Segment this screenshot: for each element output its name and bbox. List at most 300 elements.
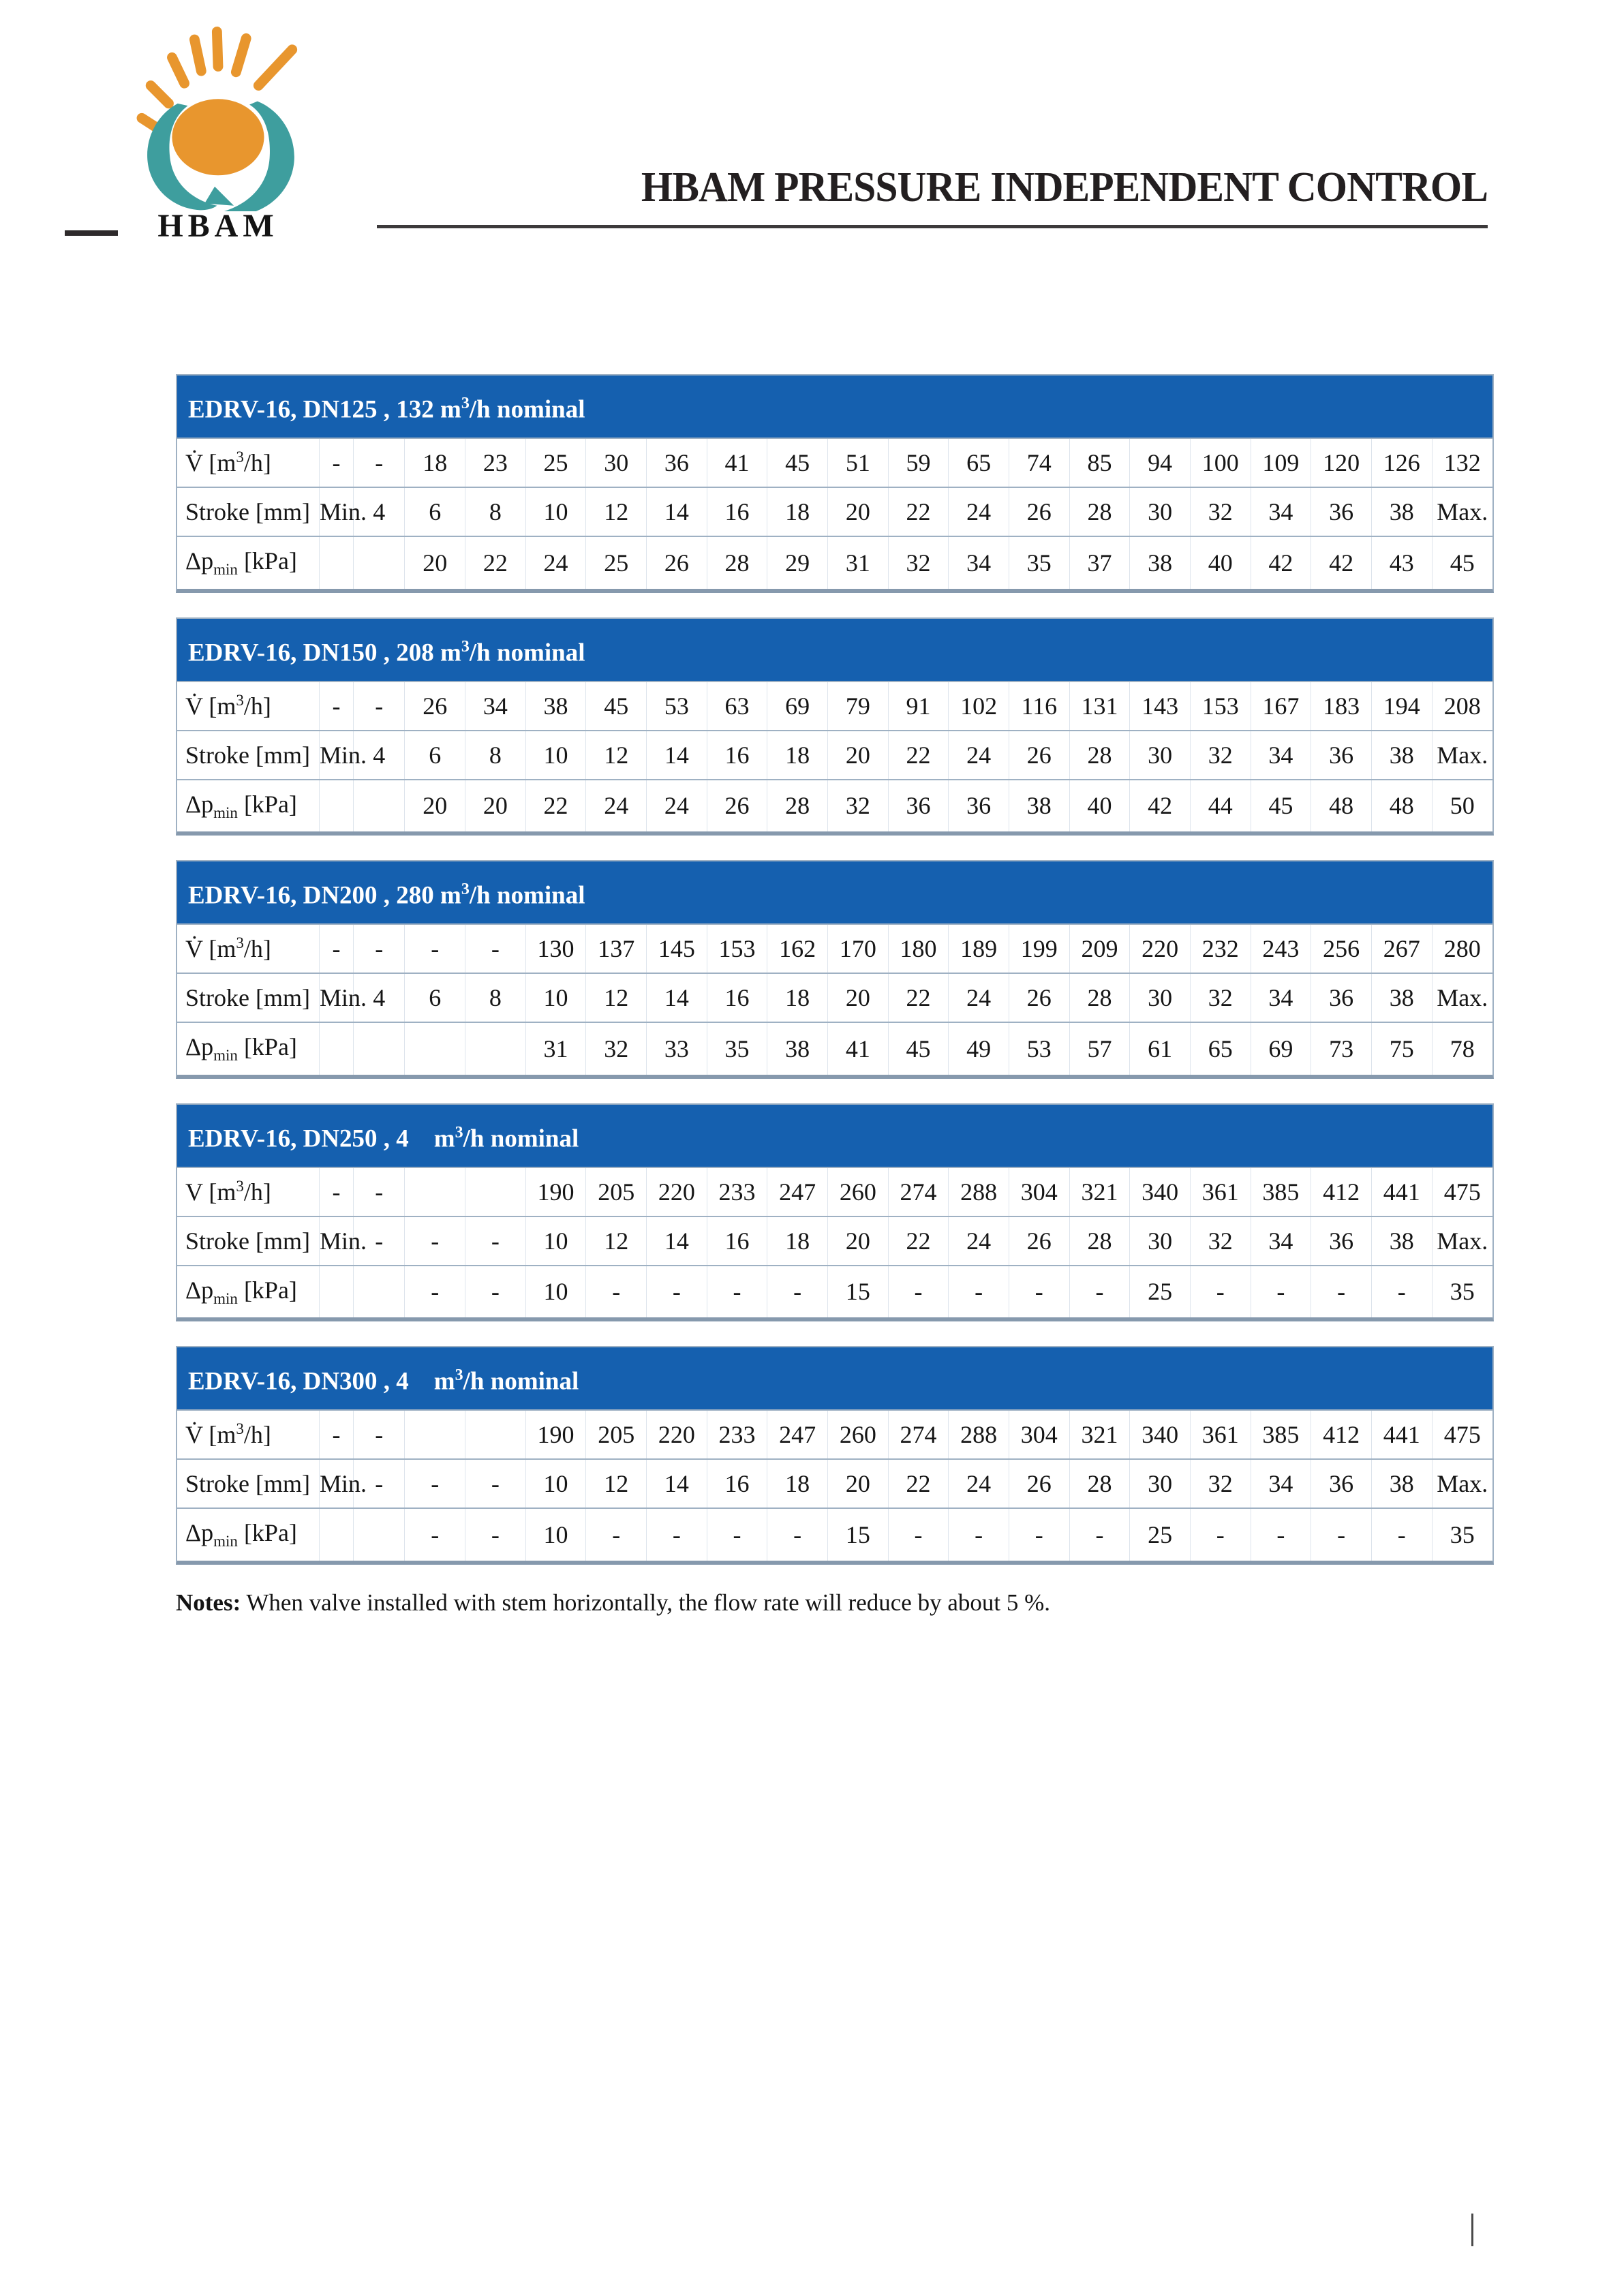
value-cell: 53 xyxy=(1009,1022,1069,1074)
value-cell: 26 xyxy=(1009,1216,1069,1266)
value-cell: 208 xyxy=(1432,682,1492,731)
value-cell: Max. xyxy=(1432,731,1492,780)
value-cell: Max. xyxy=(1432,1216,1492,1266)
value-cell: 45 xyxy=(888,1022,949,1074)
value-cell: 45 xyxy=(767,438,828,487)
spec-row-flow xyxy=(177,1167,1492,1216)
spec-tables xyxy=(176,374,1494,1617)
value-cell: 32 xyxy=(828,780,889,831)
value-cell: 10 xyxy=(525,1508,586,1560)
value-cell xyxy=(319,536,353,588)
value-cell: 321 xyxy=(1069,1167,1130,1216)
value-cell: 6 xyxy=(405,487,465,536)
value-cell: 38 xyxy=(1371,731,1432,780)
row-label-flow: V̇ $[m^3/h]$ xyxy=(177,682,319,731)
value-cell: 243 xyxy=(1251,924,1311,973)
value-cell: 180 xyxy=(888,924,949,973)
value-cell xyxy=(354,1266,405,1317)
value-cell: 61 xyxy=(1130,1022,1191,1074)
value-cell: - xyxy=(767,1508,828,1560)
spec-table-dn125 xyxy=(176,374,1494,593)
value-cell: 34 xyxy=(1251,1216,1311,1266)
value-cell: 94 xyxy=(1130,438,1191,487)
table-title: EDRV-16, DN150 , 208 $m^3/h$ nominal xyxy=(177,619,1492,681)
value-cell: 190 xyxy=(525,1410,586,1459)
value-cell: 205 xyxy=(586,1167,647,1216)
value-cell: 32 xyxy=(1190,731,1251,780)
value-cell: 16 xyxy=(707,1459,767,1508)
value-cell: 34 xyxy=(1251,487,1311,536)
value-cell: 53 xyxy=(647,682,707,731)
value-cell: 4 xyxy=(354,973,405,1022)
row-label-dp: $\Delta p_{min}$ [kPa] xyxy=(177,1508,319,1560)
value-cell: 30 xyxy=(586,438,647,487)
value-cell xyxy=(319,1266,353,1317)
value-cell: 441 xyxy=(1371,1167,1432,1216)
value-cell: 23 xyxy=(465,438,526,487)
value-cell: 260 xyxy=(828,1167,889,1216)
spec-row-stroke xyxy=(177,973,1492,1022)
value-cell: - xyxy=(586,1266,647,1317)
value-cell: 12 xyxy=(586,1216,647,1266)
value-cell: 30 xyxy=(1130,487,1191,536)
value-cell: 24 xyxy=(586,780,647,831)
value-cell: 10 xyxy=(525,973,586,1022)
value-cell: 10 xyxy=(525,1216,586,1266)
value-cell: 38 xyxy=(1371,1216,1432,1266)
value-cell: Min. xyxy=(319,1459,353,1508)
value-cell: 8 xyxy=(465,973,526,1022)
value-cell: 28 xyxy=(767,780,828,831)
value-cell: 37 xyxy=(1069,536,1130,588)
value-cell: 35 xyxy=(707,1022,767,1074)
value-cell: 4 xyxy=(354,731,405,780)
value-cell: 340 xyxy=(1130,1410,1191,1459)
value-cell xyxy=(354,1508,405,1560)
value-cell: - xyxy=(1311,1508,1372,1560)
spec-row-dp xyxy=(177,536,1492,588)
value-cell: 85 xyxy=(1069,438,1130,487)
value-cell: - xyxy=(647,1508,707,1560)
value-cell: - xyxy=(1009,1266,1069,1317)
value-cell: 183 xyxy=(1311,682,1372,731)
value-cell: 22 xyxy=(888,973,949,1022)
value-cell: - xyxy=(405,1459,465,1508)
value-cell: 35 xyxy=(1009,536,1069,588)
value-cell: 24 xyxy=(949,1459,1009,1508)
value-cell: 57 xyxy=(1069,1022,1130,1074)
value-cell: - xyxy=(354,1459,405,1508)
row-label-flow: V̇ $[m^3/h]$ xyxy=(177,438,319,487)
value-cell: - xyxy=(465,1266,526,1317)
value-cell: Min. xyxy=(319,731,353,780)
value-cell: - xyxy=(1311,1266,1372,1317)
table-title: EDRV-16, DN200 , 280 $m^3/h$ nominal xyxy=(177,861,1492,923)
title-rule-divider xyxy=(377,225,1488,228)
value-cell xyxy=(405,1410,465,1459)
value-cell: 361 xyxy=(1190,1410,1251,1459)
value-cell: 36 xyxy=(1311,973,1372,1022)
value-cell: 25 xyxy=(1130,1508,1191,1560)
value-cell xyxy=(465,1410,526,1459)
value-cell: Max. xyxy=(1432,1459,1492,1508)
value-cell: 189 xyxy=(949,924,1009,973)
value-cell: 145 xyxy=(647,924,707,973)
value-cell: 28 xyxy=(1069,1216,1130,1266)
value-cell: 24 xyxy=(949,1216,1009,1266)
value-cell: - xyxy=(405,1508,465,1560)
value-cell xyxy=(465,1167,526,1216)
left-dash-divider xyxy=(65,230,118,236)
table-grid xyxy=(177,1409,1492,1560)
value-cell: 14 xyxy=(647,973,707,1022)
value-cell xyxy=(319,780,353,831)
value-cell: 34 xyxy=(949,536,1009,588)
value-cell: 205 xyxy=(586,1410,647,1459)
value-cell: 321 xyxy=(1069,1410,1130,1459)
value-cell: - xyxy=(586,1508,647,1560)
value-cell: 45 xyxy=(586,682,647,731)
spec-row-stroke xyxy=(177,731,1492,780)
row-label-flow: V̇ $[m^3/h]$ xyxy=(177,1410,319,1459)
value-cell: 220 xyxy=(1130,924,1191,973)
value-cell: 475 xyxy=(1432,1167,1492,1216)
row-label-stroke: Stroke [mm] xyxy=(177,1459,319,1508)
value-cell: 12 xyxy=(586,731,647,780)
value-cell: - xyxy=(354,1167,405,1216)
value-cell: 24 xyxy=(647,780,707,831)
table-grid xyxy=(177,1167,1492,1317)
value-cell: 190 xyxy=(525,1167,586,1216)
value-cell: 6 xyxy=(405,973,465,1022)
footer-divider xyxy=(1471,2214,1473,2246)
spec-row-flow xyxy=(177,924,1492,973)
value-cell: - xyxy=(1069,1266,1130,1317)
value-cell: 10 xyxy=(525,731,586,780)
value-cell: 256 xyxy=(1311,924,1372,973)
value-cell: 26 xyxy=(1009,1459,1069,1508)
value-cell: 32 xyxy=(888,536,949,588)
value-cell: 20 xyxy=(828,1459,889,1508)
value-cell: 441 xyxy=(1371,1410,1432,1459)
value-cell: 50 xyxy=(1432,780,1492,831)
page-footer xyxy=(1451,2214,1491,2246)
row-label-flow: V $[m^3/h]$ xyxy=(177,1167,319,1216)
value-cell: 51 xyxy=(828,438,889,487)
value-cell: 32 xyxy=(1190,1216,1251,1266)
value-cell: 22 xyxy=(525,780,586,831)
logo-wordmark: HBAM xyxy=(157,208,279,244)
value-cell: - xyxy=(949,1508,1009,1560)
value-cell: 40 xyxy=(1190,536,1251,588)
value-cell: 26 xyxy=(647,536,707,588)
value-cell: 120 xyxy=(1311,438,1372,487)
value-cell: 20 xyxy=(828,1216,889,1266)
value-cell: 45 xyxy=(1251,780,1311,831)
value-cell: Min. xyxy=(319,1216,353,1266)
value-cell: 102 xyxy=(949,682,1009,731)
value-cell: 36 xyxy=(949,780,1009,831)
value-cell: 14 xyxy=(647,1216,707,1266)
value-cell: 26 xyxy=(707,780,767,831)
value-cell: Max. xyxy=(1432,973,1492,1022)
value-cell: 43 xyxy=(1371,536,1432,588)
value-cell: 220 xyxy=(647,1167,707,1216)
value-cell: 100 xyxy=(1190,438,1251,487)
value-cell: 304 xyxy=(1009,1167,1069,1216)
value-cell: 42 xyxy=(1130,780,1191,831)
value-cell: 280 xyxy=(1432,924,1492,973)
value-cell: 48 xyxy=(1371,780,1432,831)
value-cell: 15 xyxy=(828,1266,889,1317)
value-cell: 167 xyxy=(1251,682,1311,731)
value-cell: 22 xyxy=(465,536,526,588)
value-cell: 274 xyxy=(888,1410,949,1459)
spec-table-dn250 xyxy=(176,1103,1494,1322)
spec-table-dn150 xyxy=(176,617,1494,836)
value-cell: 274 xyxy=(888,1167,949,1216)
value-cell: - xyxy=(319,1410,353,1459)
row-label-stroke: Stroke [mm] xyxy=(177,973,319,1022)
value-cell: - xyxy=(1251,1508,1311,1560)
value-cell: 304 xyxy=(1009,1410,1069,1459)
value-cell: 20 xyxy=(828,731,889,780)
value-cell: - xyxy=(1190,1266,1251,1317)
spec-row-dp xyxy=(177,1266,1492,1317)
value-cell: - xyxy=(354,1216,405,1266)
value-cell: - xyxy=(405,1266,465,1317)
spec-table-dn300 xyxy=(176,1346,1494,1565)
spec-row-stroke xyxy=(177,1216,1492,1266)
value-cell: 63 xyxy=(707,682,767,731)
value-cell xyxy=(465,1022,526,1074)
value-cell: 18 xyxy=(767,731,828,780)
hbam-logo xyxy=(102,20,334,245)
row-label-stroke: Stroke [mm] xyxy=(177,1216,319,1266)
spec-row-dp xyxy=(177,1022,1492,1074)
spec-row-dp xyxy=(177,780,1492,831)
value-cell: 65 xyxy=(1190,1022,1251,1074)
value-cell: 385 xyxy=(1251,1410,1311,1459)
value-cell: 20 xyxy=(405,780,465,831)
value-cell: 288 xyxy=(949,1410,1009,1459)
value-cell: 24 xyxy=(949,487,1009,536)
value-cell: 32 xyxy=(1190,1459,1251,1508)
value-cell: 137 xyxy=(586,924,647,973)
value-cell: 26 xyxy=(1009,973,1069,1022)
page-title: HBAM PRESSURE INDEPENDENT CONTROL xyxy=(641,164,1488,211)
value-cell xyxy=(405,1022,465,1074)
notes-label: Notes: xyxy=(176,1589,241,1616)
value-cell: 38 xyxy=(1371,973,1432,1022)
value-cell: 8 xyxy=(465,487,526,536)
value-cell: 220 xyxy=(647,1410,707,1459)
value-cell: 34 xyxy=(1251,731,1311,780)
value-cell: 475 xyxy=(1432,1410,1492,1459)
table-title: EDRV-16, DN300 , 4 $m^3/h$ nominal xyxy=(177,1347,1492,1409)
value-cell: - xyxy=(465,1508,526,1560)
value-cell: 44 xyxy=(1190,780,1251,831)
value-cell: 116 xyxy=(1009,682,1069,731)
value-cell: 26 xyxy=(405,682,465,731)
value-cell: 8 xyxy=(465,731,526,780)
value-cell: 34 xyxy=(1251,973,1311,1022)
value-cell: 233 xyxy=(707,1410,767,1459)
value-cell: - xyxy=(888,1508,949,1560)
value-cell: 42 xyxy=(1311,536,1372,588)
value-cell: - xyxy=(405,1216,465,1266)
value-cell: 33 xyxy=(647,1022,707,1074)
value-cell: - xyxy=(319,1167,353,1216)
value-cell: 38 xyxy=(1371,487,1432,536)
value-cell: - xyxy=(707,1508,767,1560)
value-cell: 30 xyxy=(1130,1459,1191,1508)
value-cell: 38 xyxy=(525,682,586,731)
value-cell: - xyxy=(354,1410,405,1459)
value-cell: 45 xyxy=(1432,536,1492,588)
value-cell: 48 xyxy=(1311,780,1372,831)
value-cell: - xyxy=(354,924,405,973)
value-cell: 22 xyxy=(888,731,949,780)
value-cell: 69 xyxy=(1251,1022,1311,1074)
value-cell: 28 xyxy=(1069,973,1130,1022)
value-cell: 16 xyxy=(707,973,767,1022)
value-cell: 28 xyxy=(1069,487,1130,536)
value-cell: 10 xyxy=(525,1266,586,1317)
value-cell: 18 xyxy=(767,1216,828,1266)
value-cell: 16 xyxy=(707,487,767,536)
value-cell: 28 xyxy=(707,536,767,588)
value-cell: 34 xyxy=(1251,1459,1311,1508)
value-cell: 69 xyxy=(767,682,828,731)
value-cell: 26 xyxy=(1009,731,1069,780)
value-cell: 36 xyxy=(888,780,949,831)
row-label-dp: $\Delta p_{min}$ [kPa] xyxy=(177,536,319,588)
value-cell: 412 xyxy=(1311,1167,1372,1216)
value-cell: - xyxy=(319,682,353,731)
value-cell: 10 xyxy=(525,1459,586,1508)
value-cell: 74 xyxy=(1009,438,1069,487)
value-cell: Max. xyxy=(1432,487,1492,536)
value-cell: 28 xyxy=(1069,731,1130,780)
value-cell: 36 xyxy=(647,438,707,487)
value-cell: - xyxy=(1069,1508,1130,1560)
value-cell: 16 xyxy=(707,1216,767,1266)
value-cell: 247 xyxy=(767,1410,828,1459)
value-cell: 41 xyxy=(828,1022,889,1074)
value-cell: - xyxy=(888,1266,949,1317)
value-cell: 38 xyxy=(1371,1459,1432,1508)
value-cell: - xyxy=(465,924,526,973)
table-grid xyxy=(177,438,1492,588)
value-cell: 22 xyxy=(888,1459,949,1508)
value-cell: Min. xyxy=(319,973,353,1022)
value-cell: 162 xyxy=(767,924,828,973)
value-cell: 30 xyxy=(1130,731,1191,780)
value-cell: 247 xyxy=(767,1167,828,1216)
spec-row-flow xyxy=(177,1410,1492,1459)
row-label-dp: $\Delta p_{min}$ [kPa] xyxy=(177,780,319,831)
value-cell: 38 xyxy=(767,1022,828,1074)
value-cell: 35 xyxy=(1432,1266,1492,1317)
value-cell xyxy=(405,1167,465,1216)
value-cell: 12 xyxy=(586,487,647,536)
value-cell: - xyxy=(354,438,405,487)
value-cell: 36 xyxy=(1311,487,1372,536)
row-label-dp: $\Delta p_{min}$ [kPa] xyxy=(177,1266,319,1317)
value-cell xyxy=(319,1508,353,1560)
value-cell: 15 xyxy=(828,1508,889,1560)
value-cell: 6 xyxy=(405,731,465,780)
value-cell: 18 xyxy=(767,487,828,536)
value-cell: 16 xyxy=(707,731,767,780)
value-cell: 153 xyxy=(707,924,767,973)
value-cell: 12 xyxy=(586,973,647,1022)
value-cell: 32 xyxy=(1190,487,1251,536)
table-title: EDRV-16, DN125 , 132 $m^3/h$ nominal xyxy=(177,376,1492,438)
sun-hands-logo-icon xyxy=(106,20,331,211)
table-grid xyxy=(177,681,1492,831)
value-cell: 412 xyxy=(1311,1410,1372,1459)
value-cell: 65 xyxy=(949,438,1009,487)
value-cell: - xyxy=(319,924,353,973)
value-cell: 25 xyxy=(525,438,586,487)
value-cell: - xyxy=(1190,1508,1251,1560)
value-cell: 36 xyxy=(1311,731,1372,780)
value-cell: 22 xyxy=(888,1216,949,1266)
value-cell: 20 xyxy=(828,487,889,536)
value-cell: 22 xyxy=(888,487,949,536)
value-cell: - xyxy=(465,1216,526,1266)
spec-row-stroke xyxy=(177,1459,1492,1508)
value-cell: 29 xyxy=(767,536,828,588)
value-cell: 131 xyxy=(1069,682,1130,731)
row-label-stroke: Stroke [mm] xyxy=(177,487,319,536)
value-cell xyxy=(354,780,405,831)
value-cell: 143 xyxy=(1130,682,1191,731)
value-cell: 30 xyxy=(1130,1216,1191,1266)
value-cell: - xyxy=(949,1266,1009,1317)
row-label-flow: V̇ $[m^3/h]$ xyxy=(177,924,319,973)
value-cell: - xyxy=(1251,1266,1311,1317)
table-title: EDRV-16, DN250 , 4 $m^3/h$ nominal xyxy=(177,1105,1492,1167)
notes-text: When valve installed with stem horizontally, the flow rate will reduce by about 5 %. xyxy=(241,1589,1050,1616)
value-cell: 20 xyxy=(405,536,465,588)
value-cell: 194 xyxy=(1371,682,1432,731)
value-cell: 18 xyxy=(767,973,828,1022)
value-cell: 14 xyxy=(647,1459,707,1508)
value-cell: 30 xyxy=(1130,973,1191,1022)
value-cell: 153 xyxy=(1190,682,1251,731)
value-cell: 78 xyxy=(1432,1022,1492,1074)
value-cell: - xyxy=(1371,1508,1432,1560)
value-cell: 126 xyxy=(1371,438,1432,487)
value-cell: 385 xyxy=(1251,1167,1311,1216)
value-cell: 35 xyxy=(1432,1508,1492,1560)
spec-row-flow xyxy=(177,682,1492,731)
value-cell xyxy=(319,1022,353,1074)
notes xyxy=(176,1589,1494,1617)
value-cell: 26 xyxy=(1009,487,1069,536)
value-cell: 132 xyxy=(1432,438,1492,487)
value-cell: 38 xyxy=(1009,780,1069,831)
value-cell: 24 xyxy=(949,731,1009,780)
value-cell: 20 xyxy=(465,780,526,831)
value-cell: 42 xyxy=(1251,536,1311,588)
value-cell xyxy=(354,1022,405,1074)
table-grid xyxy=(177,923,1492,1074)
value-cell: 24 xyxy=(525,536,586,588)
